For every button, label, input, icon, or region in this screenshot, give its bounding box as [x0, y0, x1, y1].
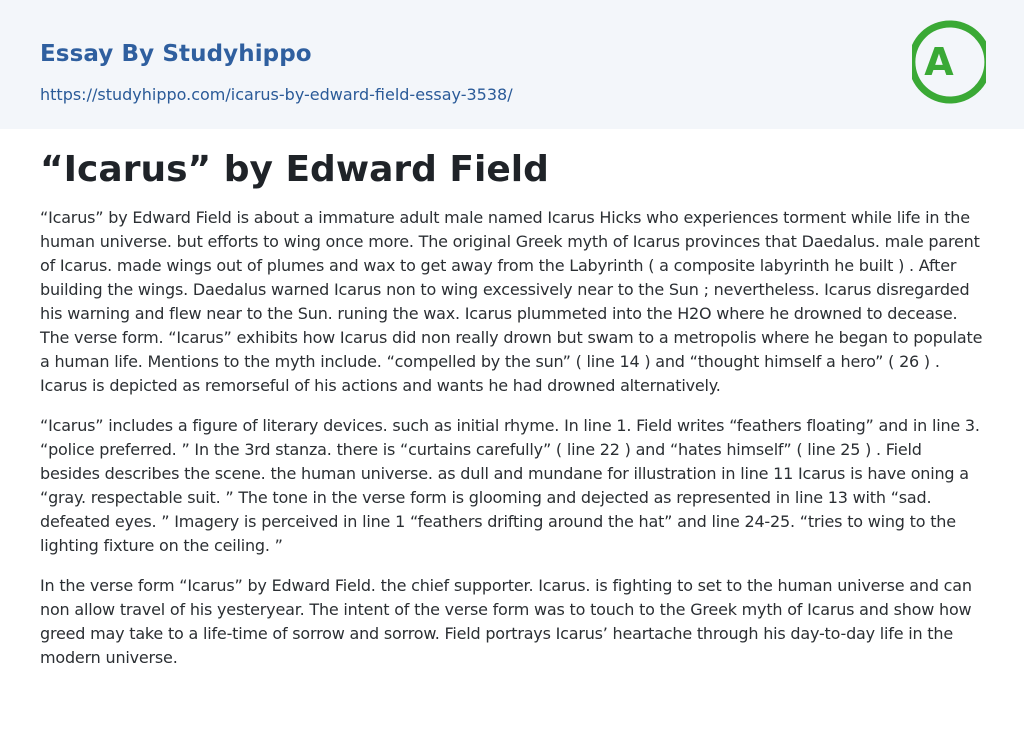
article-title: “Icarus” by Edward Field [40, 149, 549, 190]
article-paragraph-3: In the verse form “Icarus” by Edward Field. the chief supporter. Icarus. is fighting to set to the human universe and can non allow travel of his yesteryear. The intent of the verse form was to touch to the Greek myth of Icarus and show how greed may take to a life-time of sorrow and sorrow. Field portrays Icarus’ heartache through his day-to-day life in the modern universe. [40, 576, 972, 667]
article-url-link[interactable]: https://studyhippo.com/icarus-by-edward-field-essay-3538/ [40, 85, 513, 104]
studyhippo-logo-icon[interactable] [912, 19, 986, 105]
logo-letter: A [924, 40, 954, 84]
article [0, 129, 1024, 670]
site-brand[interactable]: Essay By Studyhippo [40, 41, 312, 67]
site-header [0, 0, 1024, 129]
article-paragraph-2: “Icarus” includes a figure of literary devices. such as initial rhyme. In line 1. Field writes “feathers floating” and in line 3. “police preferred. ” In the 3rd stanza. there is “curtains carefully” ( line 22 ) and “hates himself” ( line 25 ) . Field besides describes the scene. the human universe. as dull and mundane for illustration in line 11 Icarus is have oning a “gray. respectable suit. ” The tone in the verse form is glooming and dejected as represented in line 13 with “sad. defeated eyes. ” Imagery is perceived in line 1 “feathers drifting around the hat” and line 24-25. “tries to wing to the lighting fixture on the ceiling. ” [40, 416, 980, 555]
article-paragraph-1: “Icarus” by Edward Field is about a immature adult male named Icarus Hicks who experiences torment while life in the human universe. but efforts to wing once more. The original Greek myth of Icarus provinces that Daedalus. male parent of Icarus. made wings out of plumes and wax to get away from the Labyrinth ( a composite labyrinth he built ) . After building the wings. Daedalus warned Icarus non to wing excessively near to the Sun ; nevertheless. Icarus disregarded his warning and flew near to the Sun. runing the wax. Icarus plummeted into the H2O where he drowned to decease. The verse form. “Icarus” exhibits how Icarus did non really drown but swam to a metropolis where he began to populate a human life. Mentions to the myth include. “compelled by the sun” ( line 14 ) and “thought himself a hero” ( 26 ) . Icarus is depicted as remorseful of his actions and wants he had drowned alternatively. [40, 208, 983, 395]
